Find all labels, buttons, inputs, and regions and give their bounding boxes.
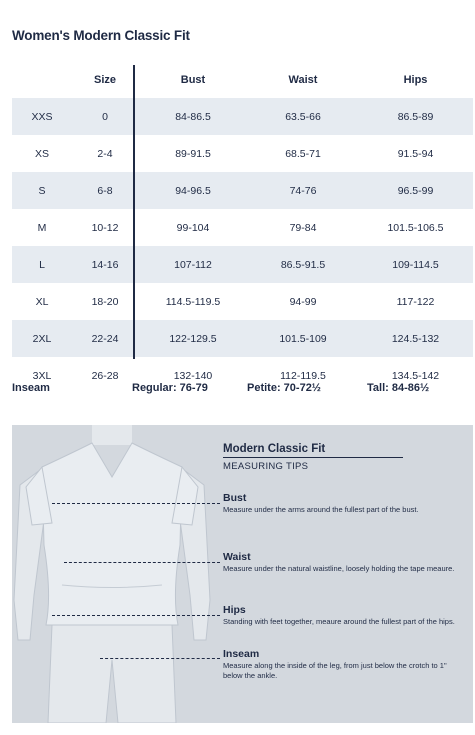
hips-value: 124.5-132 bbox=[391, 332, 440, 345]
size-number: 2-4 bbox=[97, 147, 113, 160]
tip-hips-heading: Hips bbox=[223, 604, 246, 616]
hips-value: 134.5-142 bbox=[391, 369, 440, 382]
inseam-petite: Petite: 70-72½ bbox=[247, 382, 321, 394]
size-label: 3XL bbox=[32, 369, 52, 382]
size-number: 14-16 bbox=[91, 258, 119, 271]
bust-value: 114.5-119.5 bbox=[165, 295, 221, 308]
waist-value: 86.5-91.5 bbox=[280, 258, 326, 271]
inseam-row bbox=[12, 382, 473, 394]
chart-title: Women's Modern Classic Fit bbox=[12, 28, 190, 43]
tips-subtitle: MEASURING TIPS bbox=[223, 461, 309, 472]
tip-inseam-text: Measure along the inside of the leg, from just below the crotch to 1" below the ankle. bbox=[223, 661, 447, 680]
table-row bbox=[12, 246, 473, 283]
size-number: 0 bbox=[102, 110, 108, 123]
size-label: L bbox=[39, 258, 45, 271]
size-label: XS bbox=[34, 147, 49, 160]
size-number: 26-28 bbox=[91, 369, 119, 382]
tip-bust bbox=[223, 492, 463, 515]
tip-hips bbox=[223, 604, 463, 627]
bust-value: 89-91.5 bbox=[175, 147, 211, 160]
waist-value: 101.5-109 bbox=[279, 332, 327, 345]
hips-value: 109-114.5 bbox=[392, 258, 439, 271]
column-divider bbox=[133, 65, 135, 359]
tips-title: Modern Classic Fit bbox=[223, 443, 326, 455]
tip-bust-heading: Bust bbox=[223, 492, 247, 504]
bust-value: 99-104 bbox=[176, 221, 210, 234]
waist-value: 74-76 bbox=[289, 184, 317, 197]
tip-waist-heading: Waist bbox=[223, 551, 251, 563]
tip-waist bbox=[223, 551, 463, 574]
hips-value: 91.5-94 bbox=[397, 147, 434, 160]
waist-value: 94-99 bbox=[289, 295, 317, 308]
bust-leader-line bbox=[52, 503, 220, 504]
inseam-regular: Regular: 76-79 bbox=[132, 382, 208, 394]
header-waist: Waist bbox=[288, 74, 318, 86]
tips-title-rule bbox=[223, 457, 403, 458]
hips-value: 96.5-99 bbox=[397, 184, 434, 197]
size-label: M bbox=[37, 221, 47, 234]
size-label: 2XL bbox=[32, 332, 52, 345]
table-row bbox=[12, 172, 473, 209]
size-number: 10-12 bbox=[91, 221, 119, 234]
size-table bbox=[12, 62, 473, 394]
table-header-row bbox=[12, 62, 473, 98]
bust-value: 122-129.5 bbox=[169, 332, 217, 345]
hips-leader-line bbox=[52, 615, 220, 616]
bust-value: 94-96.5 bbox=[175, 184, 211, 197]
inseam-leader-line bbox=[100, 658, 220, 659]
tip-inseam-heading: Inseam bbox=[223, 648, 260, 660]
table-row bbox=[12, 135, 473, 172]
waist-leader-line bbox=[64, 562, 220, 563]
tip-waist-text: Measure under the natural waistline, loosely holding the tape meaure. bbox=[223, 564, 455, 573]
bust-value: 107-112 bbox=[174, 258, 212, 271]
bust-value: 84-86.5 bbox=[175, 110, 211, 123]
measuring-tips-panel bbox=[12, 425, 473, 723]
size-number: 22-24 bbox=[91, 332, 119, 345]
bust-value: 132-140 bbox=[173, 369, 213, 382]
hips-value: 101.5-106.5 bbox=[387, 221, 444, 234]
tip-bust-text: Measure under the arms around the fullest part of the bust. bbox=[223, 505, 419, 514]
size-label: XXS bbox=[31, 110, 53, 123]
inseam-tall: Tall: 84-86½ bbox=[367, 382, 430, 394]
table-row bbox=[12, 98, 473, 135]
table-row bbox=[12, 283, 473, 320]
size-number: 18-20 bbox=[91, 295, 119, 308]
waist-value: 112-119.5 bbox=[280, 369, 326, 382]
size-label: S bbox=[38, 184, 46, 197]
size-label: XL bbox=[35, 295, 49, 308]
table-row bbox=[12, 320, 473, 357]
header-bust: Bust bbox=[180, 74, 206, 86]
hips-value: 86.5-89 bbox=[397, 110, 434, 123]
waist-value: 63.5-66 bbox=[285, 110, 321, 123]
hips-value: 117-122 bbox=[396, 295, 435, 308]
size-number: 6-8 bbox=[97, 184, 113, 197]
header-size: Size bbox=[93, 74, 116, 86]
inseam-label: Inseam bbox=[12, 382, 50, 394]
header-hips: Hips bbox=[403, 74, 428, 86]
waist-value: 68.5-71 bbox=[285, 147, 321, 160]
waist-value: 79-84 bbox=[289, 221, 317, 234]
tip-hips-text: Standing with feet together, meaure around the fullest part of the hips. bbox=[223, 617, 455, 626]
table-row bbox=[12, 209, 473, 246]
tip-inseam bbox=[223, 648, 463, 681]
body-figure-illustration bbox=[12, 425, 242, 723]
